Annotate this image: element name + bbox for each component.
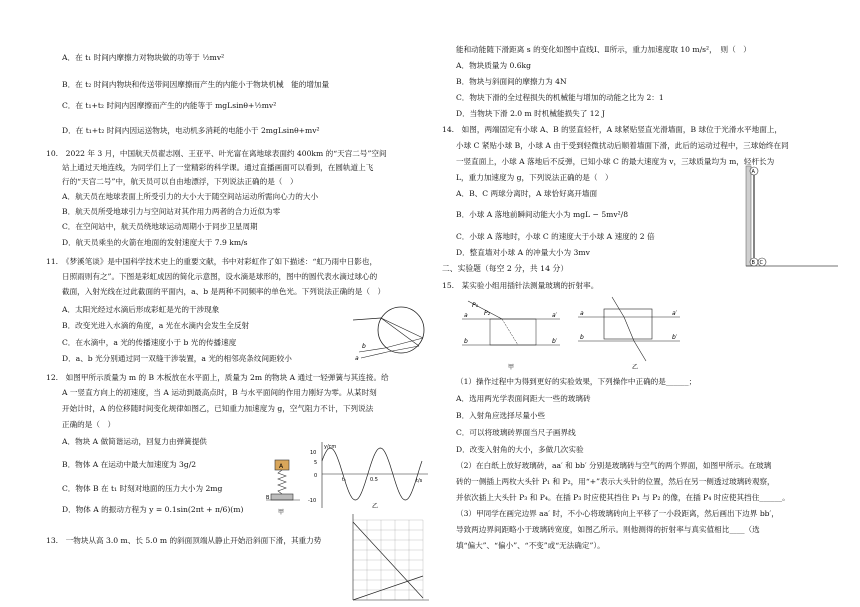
q11-stem-2: 日照雨则有之”。下图是彩虹成因的简化示意图，设水滴是球形的，图中的圆代表水滴过球心的 [62, 272, 378, 281]
tick-5: 5 [314, 460, 318, 466]
q9-option-d: D．在 t₁+t₂ 时间内因运送物块，电动机多消耗的电能小于 2mgLsinθ+mv² [62, 126, 320, 135]
label-a-prime-jia: a′ [552, 312, 558, 319]
glass-block-yi [604, 309, 652, 339]
tick-t1: t₁ [342, 477, 346, 483]
q13-option-d: D．当物块下滑 2.0 m 时机械能损失了 12 J [456, 109, 605, 118]
q14-option-b: B．小球 A 落地前瞬间动能大小为 mgL − 5mv²/8 [456, 210, 629, 219]
label-p1: P₁ [472, 302, 479, 309]
q15-part1-option-c: C．可以将玻璃砖界面当尺子画界线 [456, 428, 576, 437]
ray-label-b: b [362, 343, 366, 350]
q15-part1-option-a: A．选用两光学表面间距大一些的玻璃砖 [456, 394, 591, 403]
q14-stem-2: 小球 C 紧贴小球 B，小球 A 由于受到轻微扰动后顺着墙面下滑，此后的运动过程中，三球始终在同 [456, 141, 789, 150]
glass-block-jia [490, 319, 536, 345]
q15-part2-line1: （2）在白纸上放好玻璃砖，aa′ 和 bb′ 分别是玻璃砖与空气的两个界面，如图甲所示。在玻璃 [456, 461, 772, 470]
label-b-yi: b [580, 334, 584, 341]
figure-yi-caption: 乙 [372, 503, 379, 510]
incident-ray-yi [612, 297, 624, 317]
label-p2: P₂ [484, 310, 491, 317]
q15-part3-line2: 导致两边界间距略小于玻璃砖宽度，如图乙所示。则他测得的折射率与真实值相比____（选 [456, 525, 760, 534]
q10-option-a: A．航天员在地球表面上所受引力的大小大于随空间站运动所需向心力的大小 [62, 192, 319, 201]
q14-option-a: A．B、C 两球分离时，A 球恰好离开墙面 [456, 189, 598, 198]
ray-label-a: a [355, 355, 359, 362]
tick-10: 10 [310, 450, 317, 456]
q11-option-d: D．a、b 光分别通过同一双缝干涉装置，a 光的相邻亮条纹间距较小 [62, 354, 292, 363]
q15-part1-option-b: B．入射角应选择尽量小些 [456, 411, 546, 420]
q13-option-b: B．物块与斜面间的摩擦力为 4N [456, 77, 567, 86]
t-axis-label: t/s [416, 478, 423, 484]
line-kinetic-energy [353, 576, 423, 600]
figure-yi [578, 297, 680, 371]
y-axis-label: y/cm [324, 444, 337, 450]
q12-yt-graph [308, 440, 432, 510]
label-a-jia: a [464, 312, 468, 319]
q14-stem-1: 14. 如图，两端固定有小球 A、B 的竖直轻杆，A 球紧贴竖直光滑墙面，B 球位于光滑水平地面上， [442, 125, 783, 134]
q14-option-d: D．整直墙对小球 A 的冲量大小为 3mv [456, 248, 590, 257]
label-b-prime-jia: b′ [552, 338, 558, 345]
q12-option-c: C．物体 B 在 t₁ 时刻对地面的压力大小为 2mg [62, 484, 223, 493]
tick-0-5: 0.5 [370, 477, 378, 483]
q12-spring-figure [266, 450, 302, 518]
q13-option-c: C．物块下滑的全过程损失的机械能与增加的动能之比为 2：1 [456, 93, 664, 102]
q11-droplet-figure [353, 300, 443, 362]
q10-option-b: B．航天员所受地球引力与空间站对其作用力两者的合力近似为零 [62, 207, 281, 216]
tick-minus-10: -10 [308, 498, 317, 504]
label-b-prime-yi: b′ [672, 334, 678, 341]
ball-b-label: B [751, 260, 755, 266]
block-b-label: B [266, 495, 270, 501]
exit-ray-a [361, 352, 387, 358]
q14-stem-3: 一竖直面上，小球 A 落地后不反弹，已知小球 C 的最大速度为 v，三球质量均为 m，轻杆长为 [456, 157, 775, 166]
label-a-yi: a [580, 310, 584, 317]
q10-option-d: D．航天员乘坐的火箭在地面的发射速度大于 7.9 km/s [62, 238, 248, 247]
q14-option-c: C．小球 A 落地时，小球 C 的速度大于小球 A 速度的 2 倍 [456, 232, 655, 241]
refracted-ray-b [381, 318, 423, 338]
q12-stem-4: 正确的是（ ） [62, 420, 116, 429]
q9-option-a: A．在 t₁ 时间内摩擦力对物块做的功等于 ½mv² [62, 53, 225, 62]
tick-0: 0 [314, 473, 318, 479]
block-a-label: A [279, 463, 284, 470]
label-b-jia: b [464, 338, 468, 345]
q9-option-b: B．在 t₂ 时间内物块和传送带间因摩擦而产生的内能小于物块机械 能的增加量 [62, 80, 330, 89]
q11-option-b: B．改变光进入水滴的角度，a 光在水滴内会发生全反射 [62, 321, 250, 330]
q12-stem-3: 开始计时，A 的位移随时间变化规律如图乙，已知重力加速度为 g，空气阻力不计，下列说法 [62, 404, 374, 413]
q13-stem: 13. 一物块从高 3.0 m、长 5.0 m 的斜面顶端从静止开始沿斜面下滑，其重力势 [46, 536, 322, 545]
figure-jia-caption: 甲 [278, 509, 285, 516]
q12-stem-2: A 一竖直方向上的初速度，当 A 运动到最高点时，B 与水平面间的作用力刚好为零。从某时刻 [62, 388, 377, 397]
q15-part3-line1: （3）甲同学在画完边界 aa′ 时，不小心将玻璃砖向上平移了一小段距离，然后画出下边界 bb′， [456, 509, 779, 518]
q11-option-a: A．太阳光经过水滴后形成彩虹是光的干涉现象 [62, 305, 220, 314]
q11-stem-1: 11. 《梦溪笔谈》是中国科学技术史上的重要文献，书中对彩虹作了如下描述：“虹乃雨中日影也， [46, 257, 378, 266]
block-b [271, 494, 293, 500]
q15-part1-option-d: D．改变入射角的大小，多做几次实验 [456, 445, 584, 454]
q15-glass-figures [462, 295, 682, 373]
q15-part3-line3: 填“偏大”、“偏小”、“不变”或“无法确定”）。 [456, 541, 605, 550]
exit-ray-yi [634, 341, 646, 361]
q12-option-d: D．物体 A 的振动方程为 y = 0.1sin(2πt + π/6)(m) [62, 505, 244, 514]
q13-energy-graph [343, 510, 433, 607]
q11-stem-3: 截面，入射光线在过此截面的平面内，a、b 是两种不同频率的单色光。下列说法正确的是（ ） [62, 287, 386, 296]
q15-stem: 15. 某实验小组用插针法测量玻璃的折射率。 [442, 281, 599, 290]
spring [278, 470, 286, 494]
refracted-ray-a [381, 318, 419, 346]
q9-option-c: C．在 t₁+t₂ 时间内因摩擦而产生的内能等于 mgLsinθ+½mv² [62, 101, 277, 110]
q15-part2-line3: 并依次插上大头针 P₃ 和 P₄。在插 P₃ 时应使其挡住 P₁ 与 P₂ 的像，在插 P₄ 时应使其挡住______。 [456, 493, 790, 502]
caption-jia: 甲 [508, 364, 515, 371]
q10-stem-3: 行的“天宫二号”中，航天员可以自由地漂浮，下列说法正确的是（ ） [62, 177, 298, 186]
q12-stem-1: 12. 如图甲所示质量为 m 的 B 木板放在水平面上，质量为 2m 的物块 A 通过一轻弹簧与其连接。给 [46, 373, 389, 382]
section-2-title: 二、实验题（每空 2 分，共 14 分） [442, 264, 569, 273]
q10-stem-1: 10. 2022 年 3 月，中国航天员翟志刚、王亚平、叶光富在离地球表面约 400km 的“天宫二号”空间 [46, 149, 387, 158]
ball-c-label: C [759, 260, 763, 266]
q10-option-c: C．在空间站中，航天员绕地球运动周期小于同步卫星周期 [62, 222, 258, 231]
refracted-ray-jia [502, 319, 518, 345]
q10-stem-2: 站上通过天地连线，为同学们上了一堂精彩的科学课。通过直播画面可以看到，在圆轨道上飞 [62, 163, 374, 172]
q14-rod-figure [740, 160, 840, 272]
q13-stem-continued: 能和动能随下滑距离 s 的变化如图中直线Ⅰ、Ⅱ所示，重力加速度取 10 m/s²， 则（ ） [456, 45, 751, 54]
incident-ray [353, 318, 381, 320]
q15-part2-line2: 砖的一侧插上两枚大头针 P₁ 和 P₂，用“+”表示大头针的位置，然后在另一侧透过玻璃砖观察， [456, 477, 775, 486]
caption-yi: 乙 [632, 364, 639, 371]
figure-jia [462, 301, 560, 371]
q12-option-a: A．物块 A 做简谐运动，回复力由弹簧提供 [62, 437, 207, 446]
q12-option-b: B．物体 A 在运动中最大加速度为 3g/2 [62, 460, 197, 469]
ball-a-label: A [751, 169, 755, 175]
label-a-prime-yi: a′ [672, 310, 678, 317]
refracted-ray-yi [624, 317, 634, 341]
q13-option-a: A．物块质量为 0.6kg [456, 61, 531, 70]
q14-stem-4: L，重力加速度为 g，下列说法正确的是（ ） [456, 173, 613, 182]
q11-option-c: C．在水滴中，a 光的传播速度小于 b 光的传播速度 [62, 338, 237, 347]
vertical-wall [746, 166, 751, 266]
q15-part1: （1）操作过程中为得到更好的实验效果，下列操作中正确的是______； [456, 377, 697, 386]
